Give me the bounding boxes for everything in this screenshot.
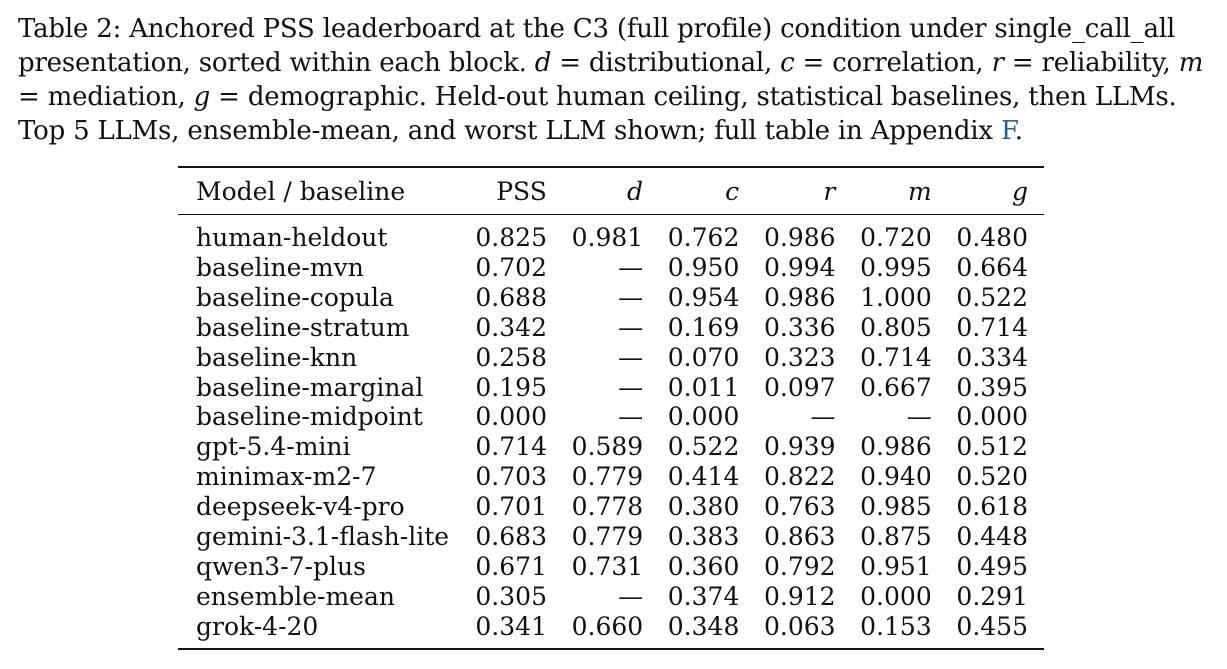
cell-m: 0.986 — [860, 432, 932, 462]
table-row — [178, 253, 1044, 283]
cell-pss: 0.342 — [475, 312, 547, 342]
cell-model: human-heldout — [196, 223, 388, 252]
cell-m: 0.153 — [860, 611, 932, 641]
header-g: g — [1011, 176, 1028, 206]
cell-r: — — [810, 402, 836, 432]
cell-model: grok-4-20 — [196, 611, 319, 641]
cell-r: 0.939 — [763, 432, 836, 462]
cell-pss: 0.714 — [475, 432, 547, 462]
cell-pss: 0.702 — [475, 252, 547, 282]
table-row — [178, 522, 1044, 552]
cell-m: 0.805 — [860, 312, 932, 342]
cell-g: 0.522 — [956, 282, 1028, 312]
cell-model: baseline-mvn — [196, 252, 364, 282]
cell-g: 0.334 — [956, 342, 1028, 372]
cell-c: 0.374 — [667, 581, 740, 611]
header-m: m — [908, 176, 932, 206]
cell-g: 0.000 — [956, 402, 1028, 432]
cell-m: 1.000 — [860, 282, 932, 312]
table-row — [178, 223, 1044, 253]
cell-model: deepseek-v4-pro — [196, 492, 405, 522]
cell-model: qwen3-7-plus — [196, 551, 366, 581]
cell-model: minimax-m2-7 — [196, 462, 377, 492]
cell-g: 0.512 — [956, 432, 1028, 462]
cell-r: 0.994 — [763, 252, 836, 282]
cell-pss: 0.258 — [475, 342, 547, 372]
cell-r: 0.822 — [763, 462, 836, 492]
cell-pss: 0.688 — [475, 282, 547, 312]
cell-pss: 0.703 — [475, 462, 547, 492]
cell-m: 0.995 — [860, 252, 932, 282]
cell-c: 0.762 — [667, 223, 740, 252]
header-d: d — [627, 176, 644, 206]
table-spacer — [178, 215, 1044, 223]
cell-m: 0.714 — [860, 342, 932, 372]
cell-pss: 0.825 — [475, 223, 547, 252]
cell-m: 0.667 — [860, 372, 932, 402]
cell-model: baseline-stratum — [196, 312, 410, 342]
table-caption — [18, 12, 1213, 148]
caption-m-definition: = mediation, — [18, 82, 194, 112]
cell-pss: 0.683 — [475, 522, 547, 552]
caption-end: . — [1014, 116, 1023, 146]
table-bottom-rule — [178, 648, 1044, 650]
cell-model: gemini-3.1-flash-lite — [196, 522, 450, 552]
cell-g: 0.714 — [956, 312, 1028, 342]
caption-c-definition: = correlation, — [794, 48, 992, 78]
cell-g: 0.480 — [956, 223, 1028, 252]
caption-r-definition: = reliability, — [1003, 48, 1179, 78]
cell-c: 0.954 — [667, 282, 740, 312]
cell-c: 0.950 — [667, 252, 740, 282]
cell-pss: 0.305 — [475, 581, 547, 611]
cell-c: 0.380 — [667, 492, 740, 522]
cell-c: 0.011 — [667, 372, 740, 402]
cell-d: — — [618, 372, 644, 402]
cell-c: 0.522 — [667, 432, 740, 462]
cell-d: 0.660 — [571, 611, 644, 641]
cell-d: — — [618, 342, 644, 372]
cell-c: 0.348 — [667, 611, 740, 641]
cell-m: 0.875 — [860, 522, 932, 552]
table-row — [178, 313, 1044, 343]
cell-model: baseline-knn — [196, 342, 358, 372]
cell-model: baseline-marginal — [196, 372, 424, 402]
cell-pss: 0.701 — [475, 492, 547, 522]
appendix-link[interactable]: F — [1000, 116, 1015, 146]
cell-r: 0.912 — [763, 581, 836, 611]
table-header-row — [178, 168, 1044, 214]
cell-c: 0.070 — [667, 342, 740, 372]
cell-g: 0.618 — [956, 492, 1028, 522]
table-row — [178, 432, 1044, 462]
table-row — [178, 373, 1044, 403]
cell-d: — — [618, 581, 644, 611]
cell-d: 0.589 — [571, 432, 644, 462]
cell-r: 0.986 — [763, 282, 836, 312]
cell-pss: 0.671 — [475, 551, 547, 581]
cell-c: 0.000 — [667, 402, 740, 432]
header-model: Model / baseline — [196, 176, 406, 206]
header-pss: PSS — [496, 176, 547, 206]
caption-r-symbol: r — [991, 48, 1004, 78]
cell-c: 0.383 — [667, 522, 740, 552]
caption-d-definition: = distributional, — [551, 48, 781, 78]
cell-m: 0.720 — [860, 223, 932, 252]
cell-model: ensemble-mean — [196, 581, 395, 611]
cell-g: 0.448 — [956, 522, 1028, 552]
cell-pss: 0.341 — [475, 611, 547, 641]
cell-d: 0.779 — [571, 522, 644, 552]
cell-m: 0.940 — [860, 462, 932, 492]
cell-pss: 0.195 — [475, 372, 547, 402]
cell-d: 0.779 — [571, 462, 644, 492]
cell-g: 0.291 — [956, 581, 1028, 611]
caption-label: Table 2: — [18, 14, 122, 44]
leaderboard-table — [178, 168, 1044, 214]
caption-c-symbol: c — [780, 48, 795, 78]
cell-model: gpt-5.4-mini — [196, 432, 351, 462]
table-row — [178, 283, 1044, 313]
cell-g: 0.664 — [956, 252, 1028, 282]
cell-m: 0.000 — [860, 581, 932, 611]
cell-d: — — [618, 402, 644, 432]
cell-c: 0.169 — [667, 312, 740, 342]
table-row — [178, 343, 1044, 373]
cell-g: 0.395 — [956, 372, 1028, 402]
caption-m-symbol: m — [1178, 48, 1204, 78]
caption-g-definition: = demographic. Held-out human ceiling, statistical baselines, then LLMs. Top 5 LLMs, ensemble-mean, and worst LLM shown; full table in Appendix — [18, 82, 1177, 146]
leaderboard-table-body — [178, 215, 1044, 642]
header-r: r — [823, 176, 836, 206]
table-row — [178, 462, 1044, 492]
cell-g: 0.455 — [956, 611, 1028, 641]
cell-d: — — [618, 252, 644, 282]
cell-r: 0.097 — [763, 372, 836, 402]
cell-g: 0.520 — [956, 462, 1028, 492]
header-c: c — [725, 176, 740, 206]
cell-m: 0.951 — [860, 551, 932, 581]
caption-d-symbol: d — [534, 48, 552, 78]
cell-c: 0.360 — [667, 551, 740, 581]
cell-r: 0.792 — [763, 551, 836, 581]
cell-d: 0.981 — [571, 223, 644, 252]
table-row — [178, 492, 1044, 522]
table-row — [178, 582, 1044, 612]
table-row — [178, 402, 1044, 432]
cell-r: 0.336 — [763, 312, 836, 342]
cell-model: baseline-copula — [196, 282, 394, 312]
caption-g-symbol: g — [193, 82, 211, 112]
cell-d: — — [618, 282, 644, 312]
table-body — [178, 215, 1044, 642]
caption-text: Anchored PSS leaderboard at the C3 (full profile) condition under single_call_all presentation, sorted within each block. — [18, 14, 1176, 78]
leaderboard-table-container — [178, 166, 1044, 650]
cell-r: 0.863 — [763, 522, 836, 552]
table-row — [178, 612, 1044, 642]
cell-m: 0.985 — [860, 492, 932, 522]
cell-m: — — [906, 402, 932, 432]
cell-d: — — [618, 312, 644, 342]
cell-r: 0.323 — [763, 342, 836, 372]
cell-pss: 0.000 — [475, 402, 547, 432]
cell-r: 0.763 — [763, 492, 836, 522]
cell-d: 0.778 — [571, 492, 644, 522]
cell-c: 0.414 — [667, 462, 740, 492]
cell-r: 0.986 — [763, 223, 836, 252]
cell-d: 0.731 — [571, 551, 644, 581]
cell-model: baseline-midpoint — [196, 402, 423, 432]
cell-g: 0.495 — [956, 551, 1028, 581]
cell-r: 0.063 — [763, 611, 836, 641]
table-row — [178, 552, 1044, 582]
